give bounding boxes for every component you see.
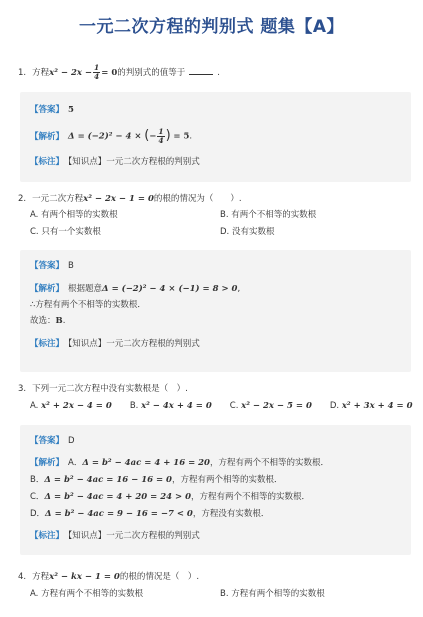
paren: ( <box>144 128 150 143</box>
options <box>18 399 413 413</box>
option-c: C. 只有一个实数根 <box>30 227 101 237</box>
punct: , <box>237 284 241 294</box>
question-4-stem <box>18 570 413 584</box>
equation: x² + 3x + 4 = 0 <box>341 401 413 411</box>
equation: Δ = b² − 4ac = 9 − 16 = −7 < 0 <box>45 509 193 519</box>
analysis-tag: 【解析】 <box>30 131 65 142</box>
question-number: 1. <box>18 68 27 78</box>
answer-tag: 【答案】 <box>30 436 65 446</box>
note-line <box>30 530 403 543</box>
question-number: 3. <box>18 384 27 394</box>
answer-tag: 【答案】 <box>30 105 65 115</box>
equation: x² − kx − 1 = 0 <box>49 572 120 582</box>
equation: x² − 2x − 5 = 0 <box>241 401 312 411</box>
answer-line <box>30 104 403 117</box>
equation: = 0 <box>101 68 118 78</box>
equation: Δ = b² − 4ac = 4 + 20 = 24 > 0 <box>44 492 192 502</box>
note-text: 【知识点】一元二次方程根的判别式 <box>68 156 200 167</box>
analysis-text: ，方程有两个不相等的实数根． <box>191 492 311 502</box>
equation: x² − 4x + 4 = 0 <box>141 401 212 411</box>
question-number: 4. <box>18 572 27 582</box>
fraction-numerator: 1 <box>158 126 164 136</box>
stem-text: 的根的情况是（ ）. <box>119 572 200 582</box>
question-1-stem <box>18 64 413 81</box>
option-d: D. 没有实数根 <box>220 227 275 237</box>
options <box>18 587 413 601</box>
fraction <box>93 64 100 81</box>
equation: = 5 <box>173 131 190 142</box>
option-b <box>130 399 212 413</box>
answer-blank <box>189 66 213 75</box>
equation: Δ = b² − 4ac = 16 − 16 = 0 <box>44 475 172 485</box>
answer-tag: 【答案】 <box>30 261 65 271</box>
option-a: A. 方程有两个不相等的实数根 <box>30 589 144 599</box>
analysis-line-2: ∴方程有两个不相等的实数根． <box>30 300 146 310</box>
stem-text: 方程 <box>32 68 50 78</box>
option-label: A. <box>30 401 39 411</box>
answer-line <box>30 435 403 448</box>
option-b: B. 方程有两个相等的实数根 <box>220 589 325 599</box>
equation: Δ = (−2)² − 4 × <box>68 131 142 142</box>
note-text: 【知识点】一元二次方程根的判别式 <box>68 339 200 349</box>
stem-text: . <box>217 68 220 78</box>
analysis-text: D． <box>30 509 46 519</box>
analysis-text: 根据题意 <box>68 284 103 294</box>
analysis-line-d <box>30 508 403 521</box>
question-3-stem <box>18 382 413 396</box>
question-2 <box>18 192 413 239</box>
equation: x² − 2x − <box>49 68 93 78</box>
question-4 <box>18 570 413 601</box>
option-c <box>230 399 312 413</box>
analysis-tag: 【解析】 <box>30 284 65 294</box>
analysis-text: C． <box>30 492 45 502</box>
option-d <box>330 399 413 413</box>
analysis-line-b <box>30 474 403 487</box>
answer-value: B <box>68 261 74 271</box>
stem-text: 一元二次方程 <box>32 194 84 204</box>
analysis-line-c <box>30 491 403 504</box>
note-text: 【知识点】一元二次方程根的判别式 <box>68 531 200 541</box>
note-tag: 【标注】 <box>30 339 65 349</box>
option-label: C. <box>229 401 239 411</box>
equation: Δ = (−2)² − 4 × (−1) = 8 > 0 <box>102 284 238 294</box>
fraction-denominator: 4 <box>158 135 164 145</box>
analysis-text: ，方程没有实数根． <box>192 509 270 519</box>
stem-text: 的根的情况为（ ）. <box>153 194 242 204</box>
answer-value: 5 <box>68 105 74 115</box>
equation: x² − 2x − 1 = 0 <box>83 194 154 204</box>
option-label: D. <box>329 401 340 411</box>
analysis-line <box>30 127 403 146</box>
paren: ) <box>165 128 171 143</box>
option-a <box>30 399 112 413</box>
answer-box-3 <box>20 425 411 555</box>
equation: − <box>149 131 157 142</box>
fraction-denominator: 4 <box>94 72 100 81</box>
stem-text: 的判别式的值等于 <box>117 68 186 78</box>
equation: Δ = b² − 4ac = 4 + 16 = 20 <box>82 458 210 468</box>
analysis-text: A． <box>68 458 83 468</box>
analysis-line-a <box>30 457 403 470</box>
analysis-text: 故选： <box>30 316 56 326</box>
answer-box-2 <box>20 250 411 372</box>
question-number: 2. <box>18 194 27 204</box>
answer-value: D <box>68 436 75 446</box>
punct: . <box>189 131 193 142</box>
question-1 <box>18 64 413 81</box>
option-a: A. 有两个相等的实数根 <box>30 210 118 220</box>
question-2-stem <box>18 192 413 206</box>
answer-line <box>30 260 403 273</box>
equation: x² + 2x − 4 = 0 <box>41 401 112 411</box>
stem-text: 下列一元二次方程中没有实数根是（ ）. <box>32 384 188 394</box>
page-title: 一元二次方程的判别式 题集【A】 <box>78 17 345 37</box>
note-tag: 【标注】 <box>30 531 65 541</box>
option-b: B. 有两个不相等的实数根 <box>220 210 317 220</box>
answer-box-1 <box>20 92 411 182</box>
question-3 <box>18 382 413 413</box>
answer-value: B <box>55 316 63 326</box>
fraction <box>157 128 164 145</box>
analysis-text: B． <box>30 475 45 485</box>
punct: . <box>62 316 66 326</box>
analysis-line <box>30 283 403 296</box>
analysis-tag: 【解析】 <box>30 458 65 468</box>
fraction-numerator: 1 <box>94 63 100 72</box>
option-label: B. <box>129 401 139 411</box>
note-line <box>30 156 403 169</box>
analysis-text: ，方程有两个不相等的实数根． <box>209 458 329 468</box>
stem-text: 方程 <box>32 572 50 582</box>
note-tag: 【标注】 <box>30 156 65 167</box>
options <box>18 208 413 239</box>
analysis-line-3 <box>30 315 403 328</box>
analysis-text: ，方程有两个相等的实数根． <box>171 475 283 485</box>
note-line <box>30 338 403 351</box>
